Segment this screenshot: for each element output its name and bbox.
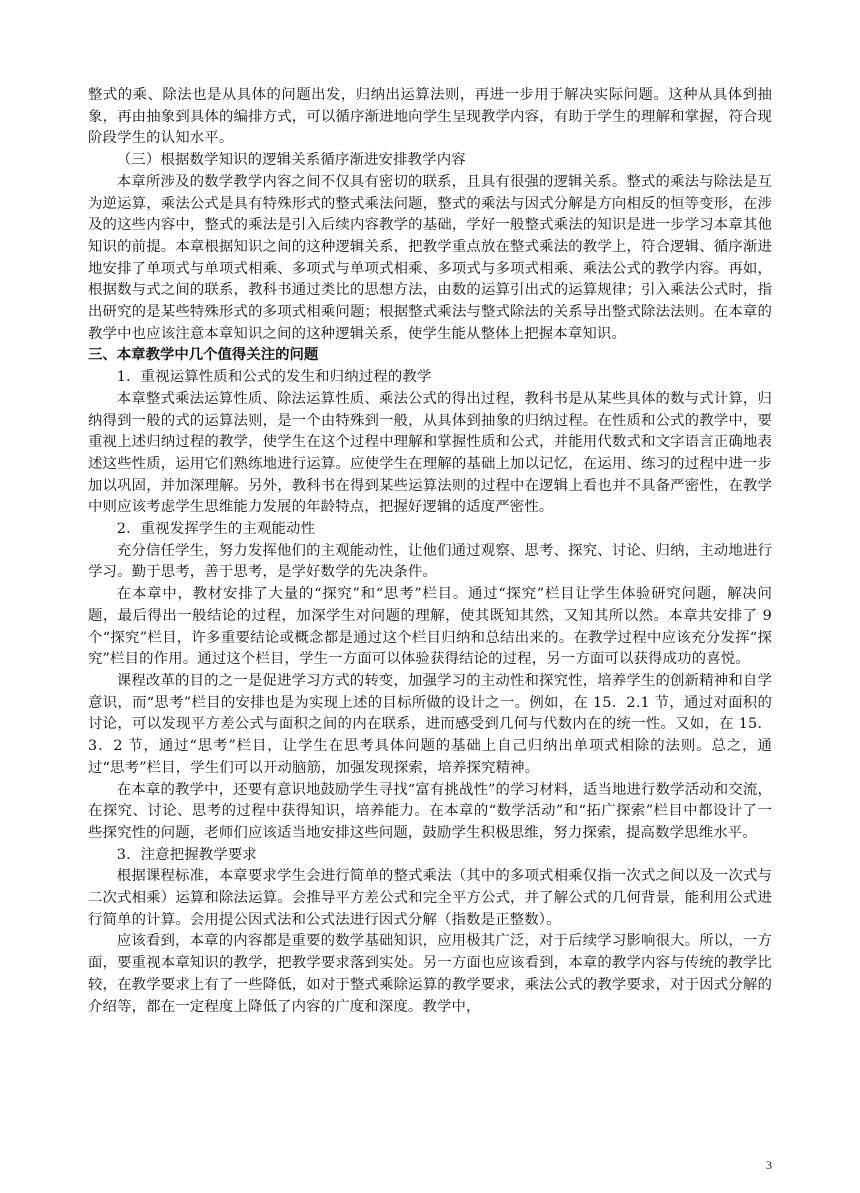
body-paragraph: 本章所涉及的数学教学内容之间不仅具有密切的联系，且具有很强的逻辑关系。整式的乘法与除法是互为逆运算，乘法公式是具有特殊形式的整式乘法问题，整式的乘法与因式分解是方向相反的恒等变形，在涉及的这些内容中，整式的乘法是引入后续内容教学的基础，学好一般整式乘法的知识是进一步学习本章其他知识的前提。本章根据知识之间的这种逻辑关系，把教学重点放在整式乘法的教学上，符合逻辑、循序渐进地安排了单项式与单项式相乘、多项式与单项式相乘、多项式与多项式相乘、乘法公式的教学内容。再如，根据数与式之间的联系，教科书通过类比的思想方法，由数的运算引出式的运算规律；引入乘法公式时，指出研究的是某些特殊形式的多项式相乘问题；根据整式乘法与整式除法的关系导出整式除法法则。在本章的教学中也应该注意本章知识之间的这种逻辑关系，使学生能从整体上把握本章知识。 bbox=[88, 173, 772, 342]
section-heading: 三、本章教学中几个值得关注的问题 bbox=[88, 347, 319, 364]
numbered-heading: 3．注意把握教学要求 bbox=[116, 846, 257, 863]
numbered-heading: 2．重视发挥学生的主观能动性 bbox=[116, 521, 316, 538]
subsection-heading: （三）根据数学知识的逻辑关系循序渐进安排教学内容 bbox=[116, 152, 466, 169]
document-page bbox=[88, 85, 772, 1018]
body-paragraph: 应该看到，本章的内容都是重要的数学基础知识，应用极其广泛，对于后续学习影响很大。所以，一方面，要重视本章知识的教学，把教学要求落到实处。另一方面也应该看到，本章的教学内容与传统的教学比较，在教学要求上有了一些降低，如对于整式乘除运算的教学要求，乘法公式的教学要求，对于因式分解的介绍等，都在一定程度上降低了内容的广度和深度。教学中， bbox=[88, 933, 772, 1015]
body-paragraph: 根据课程标准，本章要求学生会进行简单的整式乘法（其中的多项式相乘仅指一次式之间以及一次式与二次式相乘）运算和除法运算。会推导平方差公式和完全平方公式，并了解公式的几何背景，能利用公式进行简单的计算。会用提公因式法和公式法进行因式分解（指数是正整数）。 bbox=[88, 868, 772, 928]
body-paragraph: 在本章的教学中，还要有意识地鼓励学生寻找“富有挑战性”的学习材料，适当地进行数学活动和交流，在探究、讨论、思考的过程中获得知识，培养能力。在本章的“数学活动”和“拓广探索”栏目中都设计了一些探究性的问题，老师们应该适当地安排这些问题，鼓励学生积极思维，努力探索，提高数学思维水平。 bbox=[88, 781, 772, 841]
page-number: 3 bbox=[766, 1158, 772, 1172]
body-paragraph: 课程改革的目的之一是促进学习方式的转变，加强学习的主动性和探究性，培养学生的创新精神和自学意识，而“思考”栏目的安排也是为实现上述的目标所做的设计之一。例如，在 15．2.1 节，通过对面积的讨论，可以发现平方差公式与面积之间的内在联系，进而感受到几何与代数内在的统一性。又如，在 15．3．2 节，通过“思考”栏目，让学生在思考具体问题的基础上自己归纳出单项式相除的法则。总之，通过“思考”栏目，学生们可以开动脑筋，加强发现探索，培养探究精神。 bbox=[88, 672, 772, 776]
body-paragraph: 充分信任学生，努力发挥他们的主观能动性，让他们通过观察、思考、探究、讨论、归纳，主动地进行学习。勤于思考，善于思考，是学好数学的先决条件。 bbox=[88, 542, 772, 581]
numbered-heading: 1．重视运算性质和公式的发生和归纳过程的教学 bbox=[116, 369, 432, 386]
body-paragraph: 整式的乘、除法也是从具体的问题出发，归纳出运算法则，再进一步用于解决实际问题。这种从具体到抽象，再由抽象到具体的编排方式，可以循序渐进地向学生呈现教学内容，有助于学生的理解和掌握，符合现阶段学生的认知水平。 bbox=[88, 87, 772, 147]
body-paragraph: 本章整式乘法运算性质、除法运算性质、乘法公式的得出过程，教科书是从某些具体的数与式计算，归纳得到一般的式的运算法则，是一个由特殊到一般，从具体到抽象的归纳过程。在性质和公式的教学中，要重视上述归纳过程的教学，使学生在这个过程中理解和掌握性质和公式，并能用代数式和文字语言正确地表述这些性质，运用它们熟练地进行运算。应使学生在理解的基础上加以记忆，在运用、练习的过程中进一步加以巩固，并加深理解。另外，教科书在得到某些运算法则的过程中在逻辑上看也并不具备严密性，在教学中则应该考虑学生思维能力发展的年龄特点，把握好逻辑的适度严密性。 bbox=[88, 390, 772, 516]
body-paragraph: 在本章中，教材安排了大量的“探究”和“思考”栏目。通过“探究”栏目让学生体验研究问题，解决问题，最后得出一般结论的过程，加深学生对问题的理解，使其既知其然，又知其所以然。本章共安排了 9 个“探究”栏目，许多重要结论或概念都是通过这个栏目归纳和总结出来的。在教学过程中应该充分发挥“探究”栏目的作用。通过这个栏目，学生一方面可以体验获得结论的过程，另一方面可以获得成功的喜悦。 bbox=[88, 586, 772, 668]
